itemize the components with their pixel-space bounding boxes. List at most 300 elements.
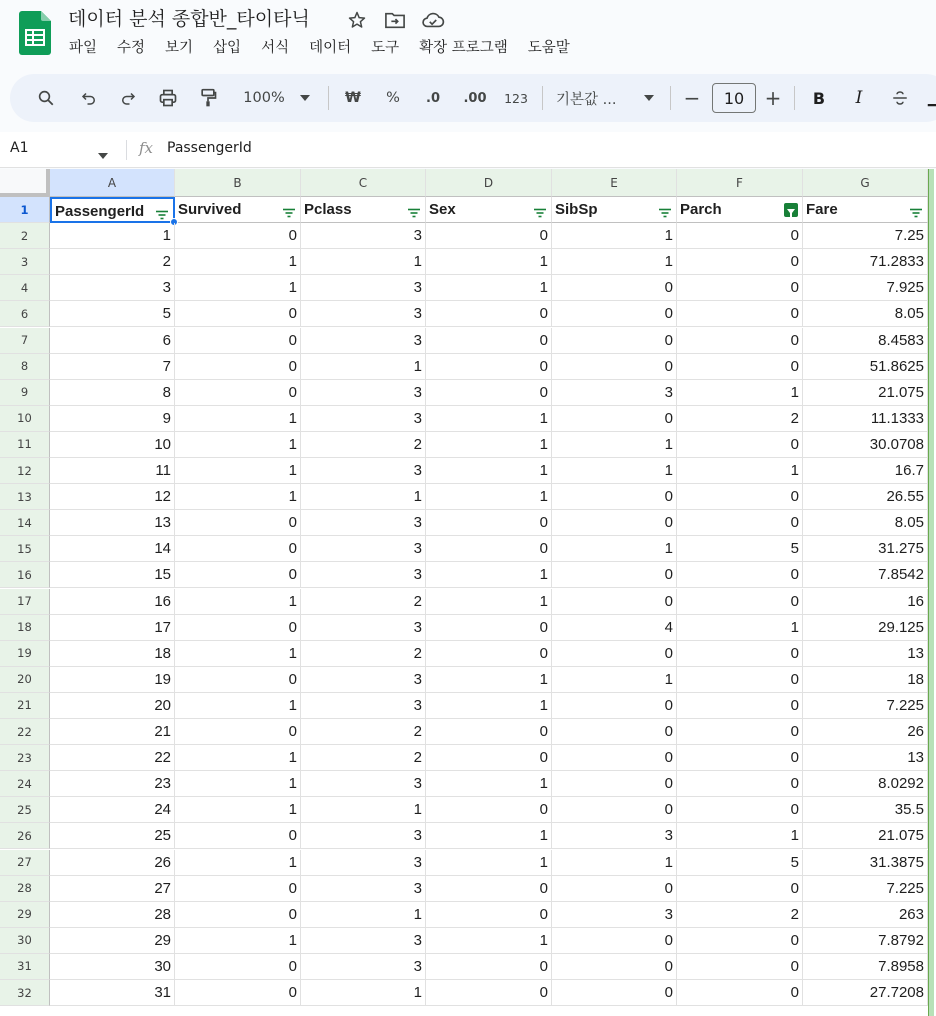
table-cell[interactable]: 1 xyxy=(301,354,426,380)
header-cell-sibsp[interactable] xyxy=(552,197,677,223)
table-cell[interactable]: 1 xyxy=(426,249,552,275)
table-cell[interactable]: 0 xyxy=(677,354,803,380)
table-cell[interactable]: 1 xyxy=(552,667,677,693)
table-cell[interactable]: 21 xyxy=(50,719,175,745)
table-cell[interactable]: 0 xyxy=(426,902,552,928)
table-cell[interactable]: 1 xyxy=(426,484,552,510)
table-cell[interactable]: 2 xyxy=(301,641,426,667)
table-cell[interactable]: 0 xyxy=(426,223,552,249)
table-cell[interactable]: 263 xyxy=(803,902,928,928)
table-cell[interactable]: 8.05 xyxy=(803,510,928,536)
table-cell[interactable]: 0 xyxy=(175,328,301,354)
table-cell[interactable]: 25 xyxy=(50,823,175,849)
menu-file[interactable]: 파일 xyxy=(69,40,98,56)
table-cell[interactable]: 3 xyxy=(301,406,426,432)
menu-insert[interactable]: 삽입 xyxy=(213,40,242,56)
table-cell[interactable]: 26 xyxy=(50,850,175,876)
table-cell[interactable]: 8 xyxy=(50,380,175,406)
column-header-c[interactable]: C xyxy=(301,169,426,197)
table-cell[interactable]: 27.7208 xyxy=(803,980,928,1006)
table-cell[interactable]: 1 xyxy=(175,458,301,484)
table-cell[interactable]: 3 xyxy=(301,823,426,849)
table-cell[interactable]: 3 xyxy=(301,301,426,327)
table-cell[interactable]: 1 xyxy=(175,589,301,615)
row-header[interactable]: 17 xyxy=(0,589,50,615)
table-cell[interactable]: 0 xyxy=(426,510,552,536)
table-cell[interactable]: 0 xyxy=(175,562,301,588)
table-cell[interactable]: 1 xyxy=(552,850,677,876)
star-icon[interactable] xyxy=(344,8,370,32)
table-cell[interactable]: 7.925 xyxy=(803,275,928,301)
undo-icon[interactable] xyxy=(77,86,101,110)
row-header[interactable]: 28 xyxy=(0,876,50,902)
table-cell[interactable]: 0 xyxy=(426,745,552,771)
table-cell[interactable]: 0 xyxy=(175,876,301,902)
column-header-a[interactable]: A xyxy=(50,169,175,197)
italic-button[interactable]: I xyxy=(855,88,863,108)
column-header-b[interactable]: B xyxy=(175,169,301,197)
table-cell[interactable]: 0 xyxy=(552,328,677,354)
formula-input[interactable]: PassengerId xyxy=(167,140,252,156)
row-header[interactable]: 20 xyxy=(0,667,50,693)
table-cell[interactable]: 0 xyxy=(677,928,803,954)
table-cell[interactable]: 0 xyxy=(677,771,803,797)
table-cell[interactable]: 0 xyxy=(552,954,677,980)
table-cell[interactable]: 5 xyxy=(50,301,175,327)
table-cell[interactable]: 3 xyxy=(301,954,426,980)
move-to-folder-icon[interactable] xyxy=(382,8,408,32)
table-cell[interactable]: 0 xyxy=(175,980,301,1006)
header-cell-fare[interactable] xyxy=(803,197,928,223)
table-cell[interactable]: 1 xyxy=(426,458,552,484)
table-cell[interactable]: 0 xyxy=(552,301,677,327)
decrease-decimal-button[interactable]: .0 xyxy=(426,90,440,106)
table-cell[interactable]: 0 xyxy=(426,301,552,327)
decrease-font-size-button[interactable]: − xyxy=(683,86,701,110)
table-cell[interactable]: 7.25 xyxy=(803,223,928,249)
table-cell[interactable]: 30 xyxy=(50,954,175,980)
print-icon[interactable] xyxy=(156,86,180,110)
table-cell[interactable]: 0 xyxy=(677,562,803,588)
table-cell[interactable]: 1 xyxy=(552,249,677,275)
table-cell[interactable]: 0 xyxy=(677,797,803,823)
table-cell[interactable]: 1 xyxy=(426,275,552,301)
table-cell[interactable]: 15 xyxy=(50,562,175,588)
table-cell[interactable]: 24 xyxy=(50,797,175,823)
row-header[interactable]: 8 xyxy=(0,354,50,380)
table-cell[interactable]: 16.7 xyxy=(803,458,928,484)
row-header[interactable]: 21 xyxy=(0,693,50,719)
row-header[interactable]: 19 xyxy=(0,641,50,667)
table-cell[interactable]: 16 xyxy=(803,589,928,615)
table-cell[interactable]: 0 xyxy=(552,275,677,301)
table-cell[interactable]: 22 xyxy=(50,745,175,771)
increase-font-size-button[interactable]: + xyxy=(764,86,782,110)
table-cell[interactable]: 17 xyxy=(50,615,175,641)
table-cell[interactable]: 3 xyxy=(301,562,426,588)
font-family-select[interactable]: 기본값 ... xyxy=(556,91,617,108)
percent-format-button[interactable]: % xyxy=(386,90,400,106)
row-header[interactable]: 29 xyxy=(0,902,50,928)
table-cell[interactable]: 1 xyxy=(677,615,803,641)
table-cell[interactable]: 2 xyxy=(301,745,426,771)
row-header[interactable]: 18 xyxy=(0,615,50,641)
table-cell[interactable]: 0 xyxy=(426,328,552,354)
table-cell[interactable]: 1 xyxy=(426,432,552,458)
table-cell[interactable]: 0 xyxy=(552,510,677,536)
row-header[interactable]: 9 xyxy=(0,380,50,406)
table-cell[interactable]: 0 xyxy=(175,954,301,980)
table-cell[interactable]: 0 xyxy=(175,301,301,327)
table-cell[interactable]: 1 xyxy=(426,589,552,615)
table-cell[interactable]: 0 xyxy=(677,641,803,667)
font-chevron-down-icon[interactable] xyxy=(642,86,656,110)
table-cell[interactable]: 0 xyxy=(552,980,677,1006)
row-header[interactable]: 16 xyxy=(0,562,50,588)
menu-edit[interactable]: 수정 xyxy=(117,40,146,56)
row-header[interactable]: 27 xyxy=(0,850,50,876)
table-cell[interactable]: 0 xyxy=(175,354,301,380)
table-cell[interactable]: 1 xyxy=(175,928,301,954)
more-formats-button[interactable]: 123 xyxy=(504,90,528,106)
table-cell[interactable]: 1 xyxy=(175,797,301,823)
table-cell[interactable]: 1 xyxy=(175,275,301,301)
table-cell[interactable]: 7.8792 xyxy=(803,928,928,954)
table-cell[interactable]: 0 xyxy=(677,249,803,275)
table-cell[interactable]: 1 xyxy=(175,406,301,432)
table-cell[interactable]: 1 xyxy=(677,458,803,484)
table-cell[interactable]: 3 xyxy=(301,876,426,902)
table-cell[interactable]: 0 xyxy=(677,876,803,902)
table-cell[interactable]: 0 xyxy=(175,223,301,249)
table-cell[interactable]: 1 xyxy=(426,667,552,693)
row-header[interactable]: 23 xyxy=(0,745,50,771)
column-header-d[interactable]: D xyxy=(426,169,552,197)
table-cell[interactable]: 2 xyxy=(301,432,426,458)
paint-format-icon[interactable] xyxy=(196,86,220,110)
table-cell[interactable]: 0 xyxy=(552,928,677,954)
row-header[interactable]: 6 xyxy=(0,301,50,327)
table-cell[interactable]: 3 xyxy=(301,615,426,641)
table-cell[interactable]: 0 xyxy=(552,719,677,745)
table-cell[interactable]: 3 xyxy=(301,275,426,301)
header-cell-pclass[interactable] xyxy=(301,197,426,223)
table-cell[interactable]: 1 xyxy=(175,693,301,719)
increase-decimal-button[interactable]: .00 xyxy=(463,90,487,106)
table-cell[interactable]: 7.225 xyxy=(803,876,928,902)
table-cell[interactable]: 3 xyxy=(301,536,426,562)
table-cell[interactable]: 13 xyxy=(803,641,928,667)
table-cell[interactable]: 1 xyxy=(175,771,301,797)
filter-icon[interactable] xyxy=(282,203,296,217)
row-header[interactable]: 22 xyxy=(0,719,50,745)
table-cell[interactable]: 2 xyxy=(301,719,426,745)
column-header-f[interactable]: F xyxy=(677,169,803,197)
table-cell[interactable]: 1 xyxy=(175,850,301,876)
table-cell[interactable]: 8.05 xyxy=(803,301,928,327)
table-cell[interactable]: 4 xyxy=(552,615,677,641)
table-cell[interactable]: 8.0292 xyxy=(803,771,928,797)
table-cell[interactable]: 16 xyxy=(50,589,175,615)
table-cell[interactable]: 0 xyxy=(175,823,301,849)
table-cell[interactable]: 2 xyxy=(677,406,803,432)
table-cell[interactable]: 71.2833 xyxy=(803,249,928,275)
table-cell[interactable]: 0 xyxy=(426,797,552,823)
table-cell[interactable]: 0 xyxy=(552,484,677,510)
table-cell[interactable]: 1 xyxy=(426,406,552,432)
table-cell[interactable]: 20 xyxy=(50,693,175,719)
filter-icon[interactable] xyxy=(407,203,421,217)
table-cell[interactable]: 2 xyxy=(301,589,426,615)
table-cell[interactable]: 0 xyxy=(677,667,803,693)
table-cell[interactable]: 1 xyxy=(426,562,552,588)
row-header[interactable]: 32 xyxy=(0,980,50,1006)
name-box[interactable]: A1 xyxy=(10,140,29,156)
zoom-select[interactable]: 100% xyxy=(243,90,285,106)
column-header-e[interactable]: E xyxy=(552,169,677,197)
table-cell[interactable]: 35.5 xyxy=(803,797,928,823)
table-cell[interactable]: 1 xyxy=(301,797,426,823)
table-cell[interactable]: 7.8542 xyxy=(803,562,928,588)
row-header[interactable]: 13 xyxy=(0,484,50,510)
text-color-icon[interactable] xyxy=(924,86,936,110)
table-cell[interactable]: 1 xyxy=(677,823,803,849)
header-cell-survived[interactable] xyxy=(175,197,301,223)
table-cell[interactable]: 0 xyxy=(426,954,552,980)
table-cell[interactable]: 0 xyxy=(175,380,301,406)
table-cell[interactable]: 30.0708 xyxy=(803,432,928,458)
table-cell[interactable]: 6 xyxy=(50,328,175,354)
table-cell[interactable]: 21.075 xyxy=(803,380,928,406)
table-cell[interactable]: 0 xyxy=(552,641,677,667)
table-cell[interactable]: 3 xyxy=(301,458,426,484)
table-cell[interactable]: 3 xyxy=(301,510,426,536)
table-cell[interactable]: 0 xyxy=(677,275,803,301)
row-header[interactable]: 4 xyxy=(0,275,50,301)
table-cell[interactable]: 1 xyxy=(301,249,426,275)
table-cell[interactable]: 11 xyxy=(50,458,175,484)
row-header[interactable]: 30 xyxy=(0,928,50,954)
row-header[interactable]: 12 xyxy=(0,458,50,484)
row-header[interactable]: 2 xyxy=(0,223,50,249)
row-header[interactable]: 14 xyxy=(0,510,50,536)
table-cell[interactable]: 3 xyxy=(301,693,426,719)
table-cell[interactable]: 1 xyxy=(301,484,426,510)
row-header[interactable]: 11 xyxy=(0,432,50,458)
filter-icon[interactable] xyxy=(533,203,547,217)
table-cell[interactable]: 1 xyxy=(426,928,552,954)
table-cell[interactable]: 1 xyxy=(552,223,677,249)
header-cell-sex[interactable] xyxy=(426,197,552,223)
filter-icon[interactable] xyxy=(155,205,169,219)
row-header[interactable]: 26 xyxy=(0,823,50,849)
table-cell[interactable]: 3 xyxy=(552,902,677,928)
table-cell[interactable]: 31 xyxy=(50,980,175,1006)
table-cell[interactable]: 7.8958 xyxy=(803,954,928,980)
table-cell[interactable]: 3 xyxy=(301,928,426,954)
table-cell[interactable]: 0 xyxy=(552,693,677,719)
table-cell[interactable]: 3 xyxy=(301,223,426,249)
table-cell[interactable]: 3 xyxy=(301,667,426,693)
table-cell[interactable]: 13 xyxy=(50,510,175,536)
row-header[interactable]: 10 xyxy=(0,406,50,432)
menu-extensions[interactable]: 확장 프로그램 xyxy=(419,40,508,56)
row-header-1[interactable]: 1 xyxy=(0,197,50,223)
table-cell[interactable]: 0 xyxy=(552,797,677,823)
filter-active-icon[interactable] xyxy=(784,203,798,217)
table-cell[interactable]: 1 xyxy=(677,380,803,406)
table-cell[interactable]: 3 xyxy=(301,328,426,354)
table-cell[interactable]: 1 xyxy=(426,850,552,876)
font-size-input[interactable]: 10 xyxy=(712,83,756,113)
table-cell[interactable]: 10 xyxy=(50,432,175,458)
table-cell[interactable]: 0 xyxy=(677,589,803,615)
table-cell[interactable]: 1 xyxy=(175,432,301,458)
menu-data[interactable]: 데이터 xyxy=(309,40,352,56)
row-header[interactable]: 3 xyxy=(0,249,50,275)
table-cell[interactable]: 0 xyxy=(426,641,552,667)
table-cell[interactable]: 0 xyxy=(426,876,552,902)
table-cell[interactable]: 29 xyxy=(50,928,175,954)
table-cell[interactable]: 3 xyxy=(50,275,175,301)
search-menus-icon[interactable] xyxy=(34,86,58,110)
table-cell[interactable]: 0 xyxy=(552,354,677,380)
bold-button[interactable]: B xyxy=(812,88,826,108)
header-cell-passengerid[interactable] xyxy=(50,197,175,223)
table-cell[interactable]: 7 xyxy=(50,354,175,380)
table-cell[interactable]: 0 xyxy=(677,693,803,719)
table-cell[interactable]: 19 xyxy=(50,667,175,693)
table-cell[interactable]: 0 xyxy=(677,223,803,249)
table-cell[interactable]: 26 xyxy=(803,719,928,745)
table-cell[interactable]: 3 xyxy=(301,771,426,797)
table-cell[interactable]: 0 xyxy=(552,771,677,797)
table-cell[interactable]: 29.125 xyxy=(803,615,928,641)
name-box-chevron-icon[interactable] xyxy=(98,144,108,163)
filter-icon[interactable] xyxy=(658,203,672,217)
table-cell[interactable]: 14 xyxy=(50,536,175,562)
table-cell[interactable]: 1 xyxy=(175,484,301,510)
table-cell[interactable]: 0 xyxy=(677,980,803,1006)
table-cell[interactable]: 0 xyxy=(677,510,803,536)
select-all-corner[interactable] xyxy=(0,169,50,197)
table-cell[interactable]: 0 xyxy=(175,615,301,641)
redo-icon[interactable] xyxy=(116,86,140,110)
table-cell[interactable]: 7.225 xyxy=(803,693,928,719)
table-cell[interactable]: 0 xyxy=(426,615,552,641)
menu-tools[interactable]: 도구 xyxy=(371,40,400,56)
table-cell[interactable]: 0 xyxy=(552,406,677,432)
table-cell[interactable]: 12 xyxy=(50,484,175,510)
table-cell[interactable]: 0 xyxy=(677,719,803,745)
table-cell[interactable]: 18 xyxy=(803,667,928,693)
table-cell[interactable]: 0 xyxy=(677,954,803,980)
table-cell[interactable]: 18 xyxy=(50,641,175,667)
table-cell[interactable]: 3 xyxy=(301,380,426,406)
row-header[interactable]: 7 xyxy=(0,328,50,354)
table-cell[interactable]: 2 xyxy=(677,902,803,928)
menu-view[interactable]: 보기 xyxy=(165,40,194,56)
table-cell[interactable]: 1 xyxy=(301,902,426,928)
table-cell[interactable]: 0 xyxy=(677,484,803,510)
table-cell[interactable]: 1 xyxy=(426,823,552,849)
currency-format-button[interactable]: ₩ xyxy=(345,90,361,106)
table-cell[interactable]: 9 xyxy=(50,406,175,432)
table-cell[interactable]: 3 xyxy=(301,850,426,876)
table-cell[interactable]: 0 xyxy=(552,876,677,902)
table-cell[interactable]: 21.075 xyxy=(803,823,928,849)
sheets-logo-icon[interactable] xyxy=(19,11,51,55)
sheet-grid[interactable] xyxy=(0,169,936,1016)
table-cell[interactable]: 1 xyxy=(301,980,426,1006)
table-cell[interactable]: 0 xyxy=(677,432,803,458)
table-cell[interactable]: 0 xyxy=(677,301,803,327)
strikethrough-icon[interactable] xyxy=(888,86,912,110)
table-cell[interactable]: 0 xyxy=(175,667,301,693)
table-cell[interactable]: 0 xyxy=(175,719,301,745)
table-cell[interactable]: 1 xyxy=(175,745,301,771)
table-cell[interactable]: 0 xyxy=(426,354,552,380)
table-cell[interactable]: 11.1333 xyxy=(803,406,928,432)
row-header[interactable]: 24 xyxy=(0,771,50,797)
table-cell[interactable]: 1 xyxy=(552,458,677,484)
table-cell[interactable]: 51.8625 xyxy=(803,354,928,380)
table-cell[interactable]: 0 xyxy=(175,536,301,562)
table-cell[interactable]: 0 xyxy=(426,536,552,562)
filter-icon[interactable] xyxy=(909,203,923,217)
row-header[interactable]: 15 xyxy=(0,536,50,562)
column-header-g[interactable]: G xyxy=(803,169,928,197)
table-cell[interactable]: 13 xyxy=(803,745,928,771)
table-cell[interactable]: 1 xyxy=(175,641,301,667)
row-header[interactable]: 25 xyxy=(0,797,50,823)
table-cell[interactable]: 5 xyxy=(677,536,803,562)
table-cell[interactable]: 1 xyxy=(426,771,552,797)
table-cell[interactable]: 0 xyxy=(175,510,301,536)
table-cell[interactable]: 0 xyxy=(426,719,552,745)
table-cell[interactable]: 3 xyxy=(552,380,677,406)
chevron-down-icon[interactable] xyxy=(298,86,312,110)
menu-format[interactable]: 서식 xyxy=(261,40,290,56)
table-cell[interactable]: 0 xyxy=(175,902,301,928)
table-cell[interactable]: 0 xyxy=(677,328,803,354)
table-cell[interactable]: 26.55 xyxy=(803,484,928,510)
table-cell[interactable]: 28 xyxy=(50,902,175,928)
table-cell[interactable]: 1 xyxy=(50,223,175,249)
table-cell[interactable]: 3 xyxy=(552,823,677,849)
table-cell[interactable]: 23 xyxy=(50,771,175,797)
table-cell[interactable]: 1 xyxy=(552,432,677,458)
table-cell[interactable]: 5 xyxy=(677,850,803,876)
table-cell[interactable]: 0 xyxy=(426,380,552,406)
row-header[interactable]: 31 xyxy=(0,954,50,980)
table-cell[interactable]: 1 xyxy=(426,693,552,719)
table-cell[interactable]: 8.4583 xyxy=(803,328,928,354)
cloud-saved-icon[interactable] xyxy=(420,8,446,32)
table-cell[interactable]: 0 xyxy=(552,562,677,588)
menu-help[interactable]: 도움말 xyxy=(527,40,570,56)
table-cell[interactable]: 0 xyxy=(426,980,552,1006)
table-cell[interactable]: 31.275 xyxy=(803,536,928,562)
table-cell[interactable]: 0 xyxy=(677,745,803,771)
table-cell[interactable]: 31.3875 xyxy=(803,850,928,876)
table-cell[interactable]: 1 xyxy=(175,249,301,275)
table-cell[interactable]: 1 xyxy=(552,536,677,562)
table-cell[interactable]: 2 xyxy=(50,249,175,275)
table-cell[interactable]: 0 xyxy=(552,745,677,771)
table-cell[interactable]: 0 xyxy=(552,589,677,615)
table-cell[interactable]: 27 xyxy=(50,876,175,902)
